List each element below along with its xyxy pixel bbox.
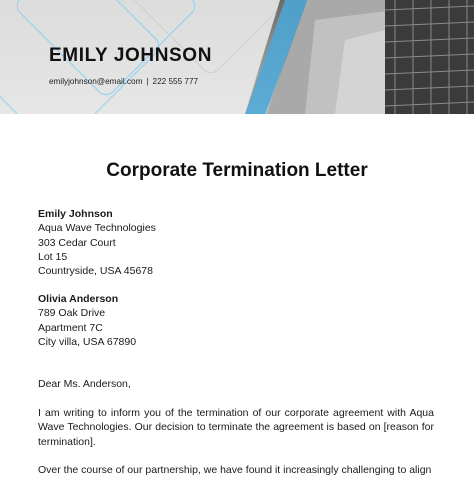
header-email: emilyjohnson@email.com xyxy=(49,77,143,86)
building-photo xyxy=(245,0,474,114)
letterhead-header xyxy=(0,0,474,114)
sender-name: Emily Johnson xyxy=(38,208,113,220)
salutation: Dear Ms. Anderson, xyxy=(38,378,131,390)
recipient-line: City villa, USA 67890 xyxy=(38,335,137,348)
body-paragraph: I am writing to inform you of the termination of our corporate agreement with Aqua Wave Technologies. Our decision to terminate the agreement is based on [reason for termination]. xyxy=(38,407,434,448)
sender-line: 303 Cedar Court xyxy=(38,236,116,249)
sender-line: Aqua Wave Technologies xyxy=(38,222,156,235)
header-phone: 222 555 777 xyxy=(152,77,199,86)
recipient-line: 789 Oak Drive xyxy=(38,307,106,320)
sender-line: Countryside, USA 45678 xyxy=(38,265,153,278)
body-paragraph: Over the course of our partnership, we have found it increasingly challenging to align xyxy=(38,464,432,476)
recipient-line: Apartment 7C xyxy=(38,321,103,334)
recipient-name: Olivia Anderson xyxy=(38,293,119,305)
sender-address xyxy=(38,207,156,278)
letter-title: Corporate Termination Letter xyxy=(106,160,368,181)
contact-separator: | xyxy=(146,77,149,86)
recipient-address xyxy=(38,292,136,349)
header-name: EMILY JOHNSON xyxy=(49,45,213,66)
sender-line: Lot 15 xyxy=(38,250,68,263)
header-contact xyxy=(49,77,198,86)
